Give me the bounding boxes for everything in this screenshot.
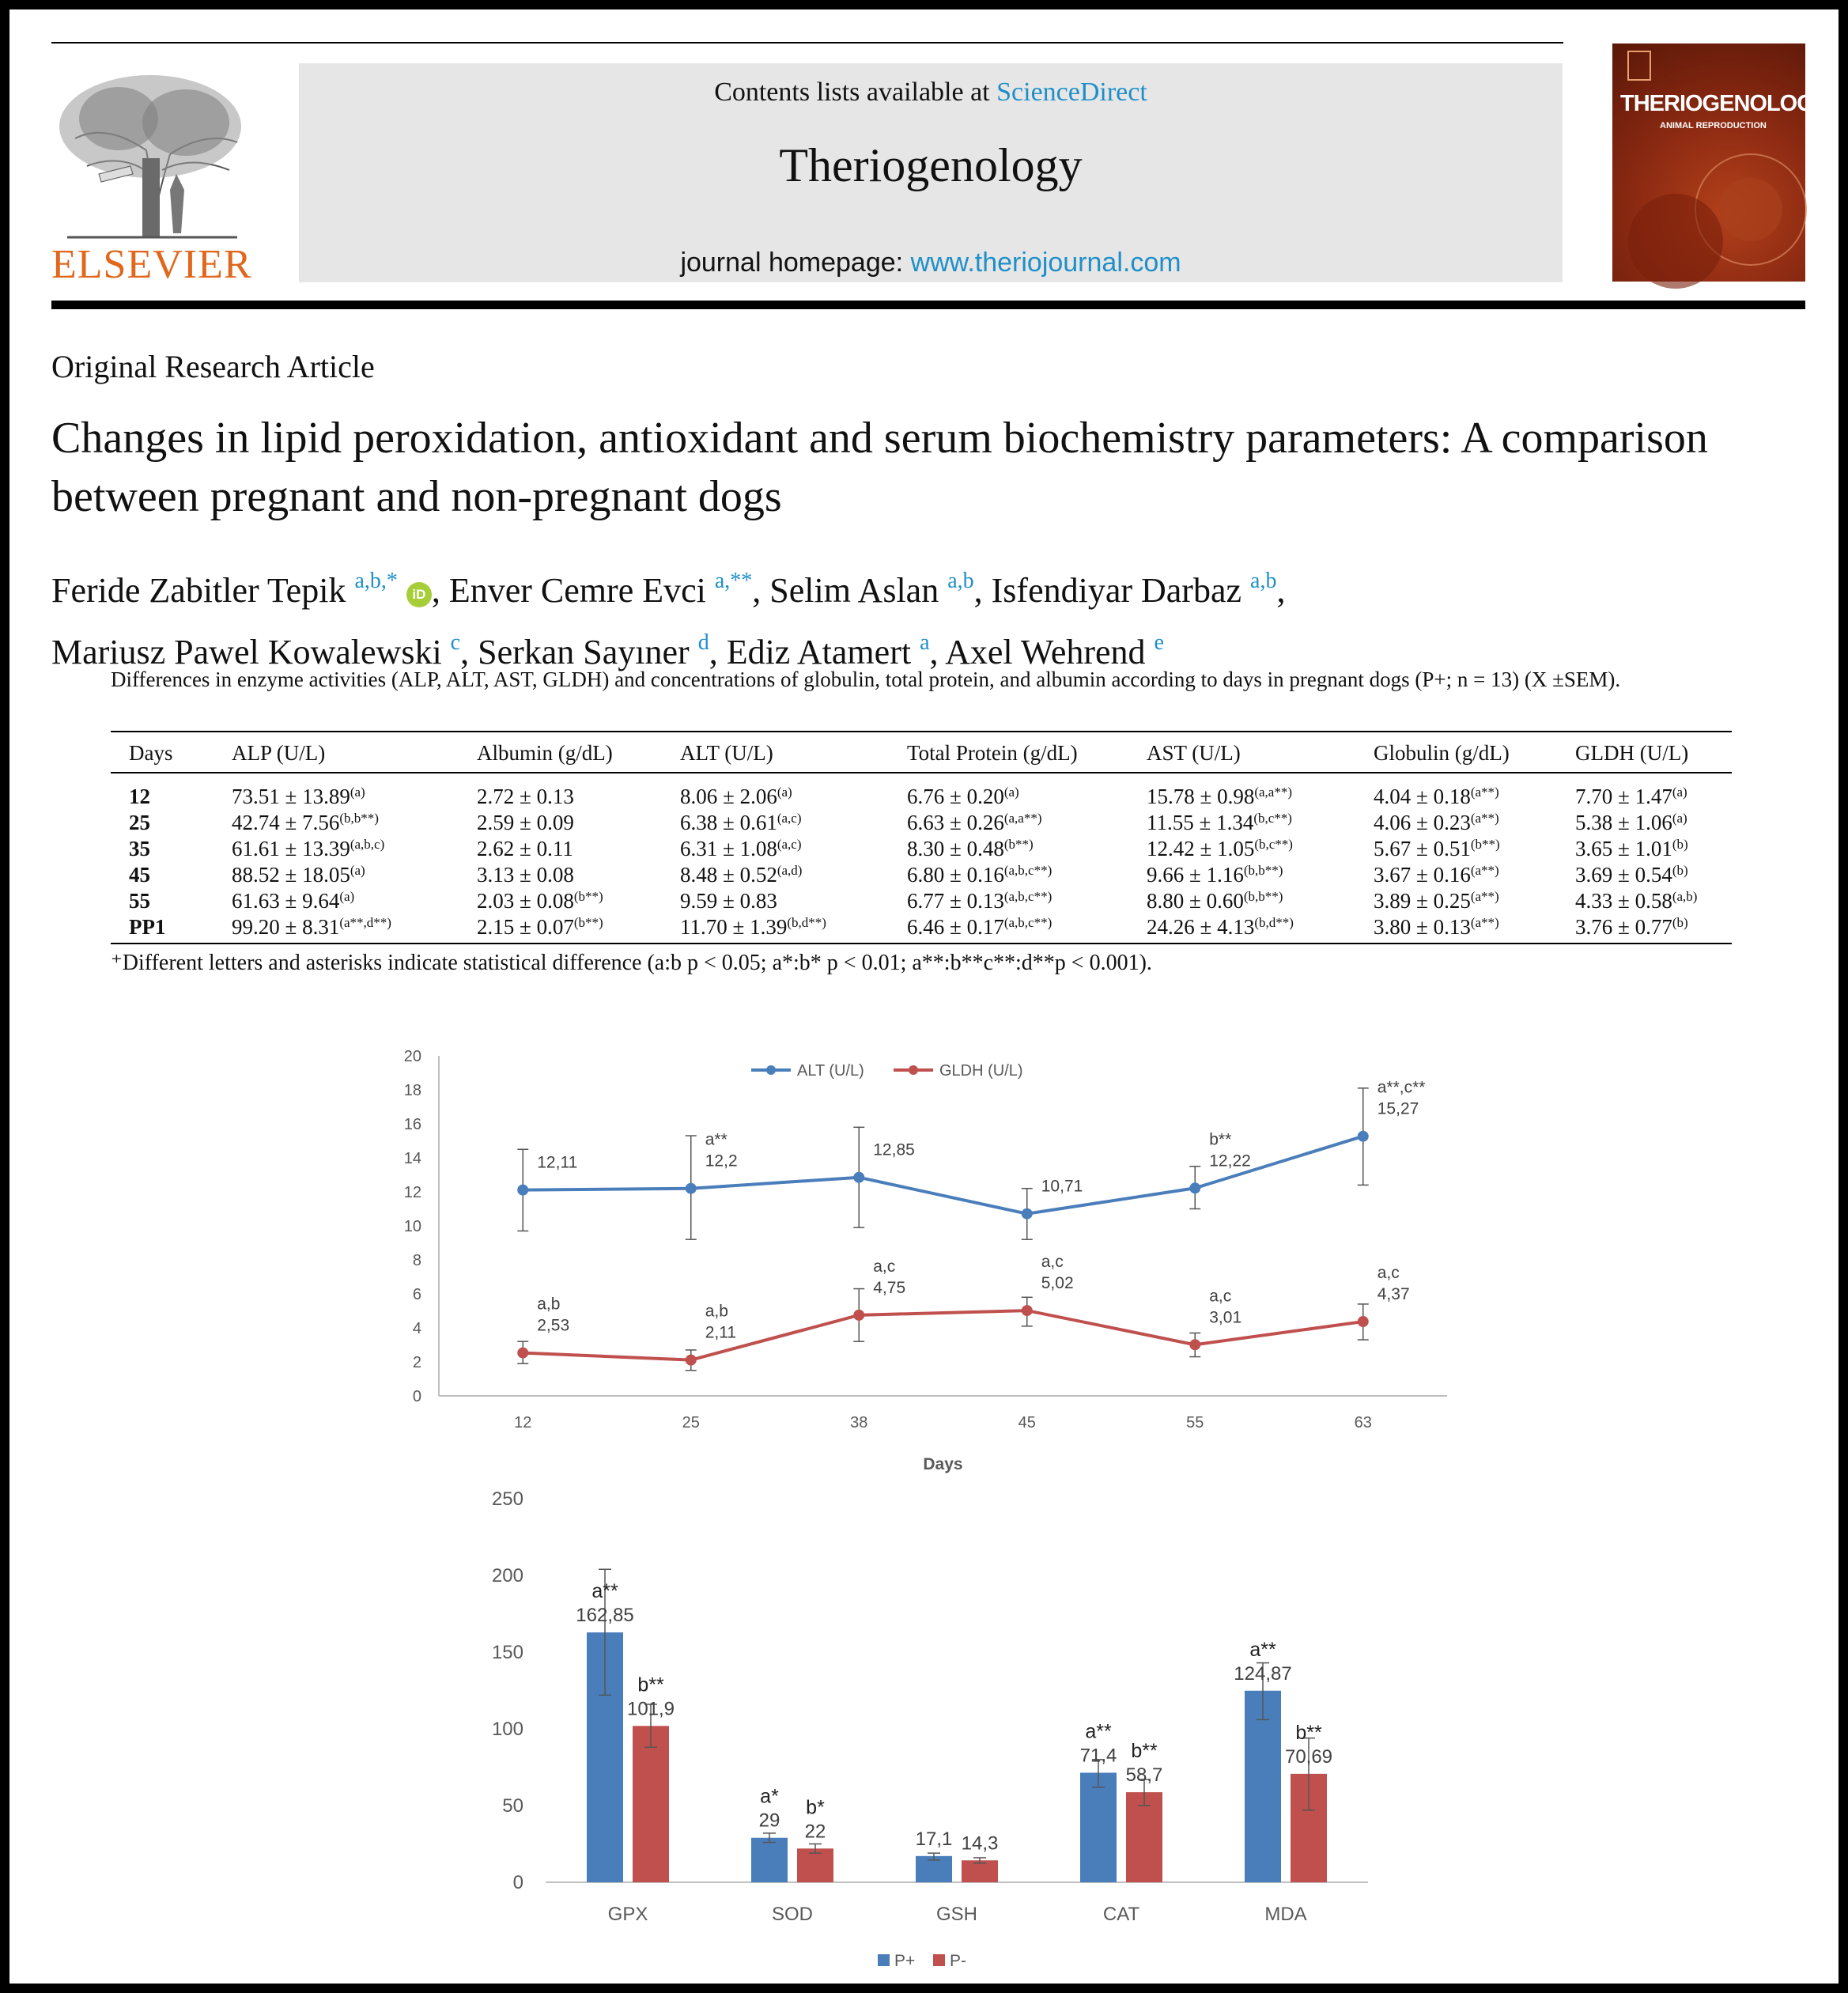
table-day-cell: 12 <box>129 785 150 808</box>
data-label: 12,2 <box>705 1152 738 1170</box>
y-tick-label: 250 <box>491 1488 523 1510</box>
table-cell: $6.76 \pm 0.20^{(a)}$ <box>907 785 1019 808</box>
data-label: 22 <box>804 1821 826 1843</box>
author-separator: , <box>973 571 992 610</box>
table-cell: 2.62 ± 0.11 <box>477 837 573 860</box>
significance-marker: (b) <box>1672 837 1688 852</box>
table-cell: $8.48 \pm 0.52^{(a,d)}$ <box>680 863 803 887</box>
table-cell: $61.61 \pm 13.39^{(a,b,c)}$ <box>232 837 385 860</box>
x-tick-label: CAT <box>1102 1904 1140 1925</box>
table-cell: $6.31 \pm 1.08^{(a,c)}$ <box>680 837 802 860</box>
alt-gldh-line-chart <box>380 1036 1487 1487</box>
table-cell: $7.70 \pm 1.47^{(a)}$ <box>1575 785 1687 808</box>
significance-marker: (a,b) <box>1672 889 1698 904</box>
significance-label: b** <box>1295 1721 1322 1744</box>
data-label: 29 <box>758 1810 780 1832</box>
x-tick-label: 12 <box>514 1414 532 1431</box>
table-cell: $6.38 \pm 0.61^{(a,c)}$ <box>680 811 802 834</box>
legend-label: P+ <box>894 1952 916 1970</box>
table-cell: $73.51 \pm 13.89^{(a)}$ <box>232 785 365 808</box>
significance-marker: (a,b,c**) <box>1003 915 1052 930</box>
orcid-icon[interactable]: iD <box>406 582 432 607</box>
table-bottom-rule <box>111 943 1732 944</box>
data-point <box>1189 1182 1200 1193</box>
data-point <box>1358 1131 1369 1142</box>
table-cell: $6.63 \pm 0.26^{(a,a**)}$ <box>907 811 1042 834</box>
y-tick-label: 4 <box>412 1320 421 1337</box>
bar <box>751 1838 788 1882</box>
top-rule <box>51 42 1563 43</box>
significance-marker: (a**) <box>1470 863 1499 878</box>
author-affiliation[interactable]: c <box>450 630 461 655</box>
x-tick-label: 38 <box>850 1414 868 1431</box>
data-label: 12,22 <box>1209 1152 1251 1170</box>
legend-marker <box>766 1065 776 1075</box>
data-label: 3,01 <box>1209 1308 1242 1327</box>
y-tick-label: 20 <box>403 1048 421 1065</box>
table-cell: 2.59 ± 0.09 <box>477 811 574 834</box>
table-row <box>111 888 1732 914</box>
significance-label: a,c <box>873 1257 896 1276</box>
table-header-cell: Albumin (g/dL) <box>477 740 613 765</box>
significance-marker: (b,c**) <box>1253 811 1292 826</box>
x-axis-title: Days <box>923 1455 963 1473</box>
table-header-cell: AST (U/L) <box>1147 740 1241 765</box>
table-row <box>111 914 1732 940</box>
significance-marker: (b,b**) <box>339 811 379 826</box>
table-cell: $5.38 \pm 1.06^{(a)}$ <box>1575 811 1687 834</box>
enzyme-table <box>111 733 1732 940</box>
cover-subtitle: ANIMAL REPRODUCTION <box>1660 121 1767 130</box>
x-tick-label: 45 <box>1018 1414 1036 1431</box>
table-header-cell: ALP (U/L) <box>232 740 326 765</box>
data-label: 58,7 <box>1125 1764 1163 1787</box>
table-body <box>111 773 1732 940</box>
significance-label: a,b <box>705 1302 728 1321</box>
significance-marker: (b,d**) <box>787 915 826 930</box>
significance-marker: (a,a**) <box>1003 811 1042 826</box>
table-cell: $3.65 \pm 1.01^{(b)}$ <box>1575 837 1688 860</box>
significance-marker: (b**) <box>573 915 603 930</box>
homepage-line <box>299 248 1563 278</box>
x-tick-label: 55 <box>1186 1414 1204 1431</box>
data-label: 15,27 <box>1377 1099 1419 1118</box>
table-cell: $3.89 \pm 0.25^{(a**)}$ <box>1374 889 1499 913</box>
table-cell: $4.33 \pm 0.58^{(a,b)}$ <box>1575 889 1698 913</box>
x-tick-label: GSH <box>935 1904 978 1925</box>
cover-title: THERIOGENOLOGY <box>1620 91 1829 116</box>
author-affiliation[interactable]: d <box>697 630 709 655</box>
author-separator: , <box>929 633 946 671</box>
legend-swatch <box>878 1954 890 1966</box>
legend-label: GLDH (U/L) <box>939 1062 1023 1080</box>
significance-label: a,c <box>1041 1253 1064 1272</box>
data-label: 10,71 <box>1041 1177 1083 1196</box>
x-tick-label: GPX <box>607 1904 648 1925</box>
table-cell: $3.80 \pm 0.13^{(a**)}$ <box>1374 915 1499 939</box>
significance-marker: (a) <box>350 785 365 800</box>
table-header-cell: Globulin (g/dL) <box>1374 740 1510 765</box>
table-header-cell: ALT (U/L) <box>680 740 773 765</box>
author-name[interactable]: Selim Aslan <box>769 571 939 610</box>
table-cell: $5.67 \pm 0.51^{(b**)}$ <box>1374 837 1500 860</box>
data-point <box>686 1183 697 1194</box>
table-cell: $99.20 \pm 8.31^{(a**,d**)}$ <box>232 915 391 939</box>
table-cell: $6.80 \pm 0.16^{(a,b,c**)}$ <box>907 863 1052 887</box>
table-cell: $12.42 \pm 1.05^{(b,c**)}$ <box>1147 837 1293 860</box>
data-label: 2,11 <box>705 1323 737 1342</box>
table-cell: 3.13 ± 0.08 <box>477 863 574 887</box>
significance-marker: (a) <box>1672 811 1687 826</box>
author-name[interactable]: Serkan Sayıner <box>478 633 690 671</box>
table-day-cell: 55 <box>129 889 150 913</box>
significance-marker: (a**) <box>1470 889 1499 904</box>
author-affiliation[interactable]: a,b <box>947 569 974 593</box>
significance-marker: (b,b**) <box>1243 863 1283 878</box>
y-tick-label: 10 <box>403 1218 421 1235</box>
author-separator: , <box>431 571 449 610</box>
series-line <box>523 1136 1363 1214</box>
table-cell: $24.26 \pm 4.13^{(b,d**)}$ <box>1147 915 1294 939</box>
significance-marker: (a) <box>1003 785 1019 800</box>
data-label: 5,02 <box>1041 1274 1074 1293</box>
significance-marker: (a,a**) <box>1254 785 1292 800</box>
article-type: Original Research Article <box>51 349 375 384</box>
table-cell: $61.63 \pm 9.64^{(a)}$ <box>232 889 355 913</box>
author-affiliation[interactable]: a,b,* <box>354 569 398 593</box>
table-day-cell: 45 <box>129 863 150 887</box>
table-cell: $3.69 \pm 0.54^{(b)}$ <box>1575 863 1688 887</box>
author-separator: , <box>709 633 727 671</box>
antioxidant-bar-chart <box>459 1479 1392 1985</box>
significance-marker: (b**) <box>573 889 603 904</box>
significance-label: a** <box>705 1130 727 1149</box>
significance-marker: (b**) <box>1003 837 1034 852</box>
y-tick-label: 14 <box>403 1150 421 1167</box>
significance-label: a** <box>591 1580 618 1603</box>
table-header-cell: Total Protein (g/dL) <box>907 740 1078 765</box>
data-label: 124,87 <box>1234 1662 1292 1685</box>
significance-marker: (a) <box>777 785 792 800</box>
table-header-row <box>111 733 1732 773</box>
cover-texture <box>1612 43 1829 282</box>
bar <box>1080 1772 1117 1882</box>
elsevier-wordmark: ELSEVIER <box>51 242 252 287</box>
significance-marker: (a,b,c) <box>350 837 385 852</box>
table-cell: 2.72 ± 0.13 <box>477 785 574 808</box>
author-separator: , <box>752 571 770 610</box>
significance-marker: (b,c**) <box>1254 837 1293 852</box>
significance-marker: (a,d) <box>777 863 803 878</box>
y-tick-label: 18 <box>403 1082 421 1099</box>
table-day-cell: PP1 <box>129 915 166 939</box>
table-cell: $8.80 \pm 0.60^{(b,b**)}$ <box>1147 889 1283 913</box>
y-tick-label: 12 <box>403 1184 421 1201</box>
data-point <box>853 1172 864 1183</box>
author-separator: , <box>460 633 478 671</box>
table-cell: $6.46 \pm 0.17^{(a,b,c**)}$ <box>907 915 1052 939</box>
table-cell: $8.06 \pm 2.06^{(a)}$ <box>680 785 792 808</box>
significance-label: a**,c** <box>1377 1078 1426 1097</box>
significance-label: b* <box>806 1796 825 1819</box>
table-caption: Differences in enzyme activities (ALP, ALT, AST, GLDH) and concentrations of globulin, total protein, and albumin according to days in pregnant dogs (P+; n = 13) (X ±SEM). <box>111 667 1621 691</box>
data-point <box>1358 1316 1369 1327</box>
y-tick-label: 200 <box>491 1565 523 1586</box>
significance-marker: (b**) <box>1470 837 1500 852</box>
x-tick-label: 25 <box>682 1414 700 1431</box>
bar <box>633 1726 669 1882</box>
author-name[interactable]: Ediz Atamert <box>726 633 912 671</box>
y-tick-label: 16 <box>403 1116 421 1133</box>
table-header-rule <box>111 772 1732 773</box>
table-cell: $4.04 \pm 0.18^{(a**)}$ <box>1374 785 1499 808</box>
table-row <box>111 862 1732 888</box>
data-label: 4,75 <box>873 1278 906 1297</box>
y-tick-label: 50 <box>502 1795 523 1817</box>
table-cell: $2.15 \pm 0.07^{(b**)}$ <box>477 915 603 939</box>
header-divider <box>51 301 1805 309</box>
homepage-prefix: journal homepage: <box>680 248 911 278</box>
y-tick-label: 2 <box>412 1354 421 1371</box>
significance-marker: (a) <box>350 863 365 878</box>
data-label: 101,9 <box>626 1698 675 1720</box>
significance-marker: (a,c) <box>777 837 802 852</box>
author-affiliation[interactable]: a,b <box>1250 569 1277 593</box>
sciencedirect-link[interactable]: ScienceDirect <box>996 78 1147 107</box>
significance-marker: (a**) <box>1470 915 1499 930</box>
significance-marker: (a**) <box>1470 811 1499 826</box>
significance-label: a** <box>1249 1638 1276 1661</box>
legend-marker <box>909 1065 918 1075</box>
data-label: 2,53 <box>537 1316 570 1335</box>
data-point <box>853 1310 864 1321</box>
article-title: Changes in lipid peroxidation, antioxidant and serum biochemistry parameters: A comparison between pregnant and non-pregnant dogs <box>51 414 1708 521</box>
author-affiliation[interactable]: a <box>920 630 930 655</box>
author-separator: , <box>1276 571 1286 610</box>
data-label: 12,85 <box>873 1140 915 1159</box>
journal-homepage-link[interactable]: www.theriojournal.com <box>910 248 1181 278</box>
significance-marker: (a,b,c**) <box>1003 863 1052 878</box>
table-row <box>111 810 1732 836</box>
data-label: 70,69 <box>1284 1745 1333 1768</box>
significance-marker: (a,b,c**) <box>1003 889 1052 904</box>
table-day-cell: 35 <box>129 837 150 860</box>
table-cell: $3.76 \pm 0.77^{(b)}$ <box>1575 915 1688 939</box>
author-name[interactable]: Isfendiyar Darbaz <box>991 571 1242 610</box>
table-cell: $9.66 \pm 1.16^{(b,b**)}$ <box>1147 863 1283 887</box>
table-header-cell: Days <box>129 740 173 765</box>
data-label: 17,1 <box>915 1828 953 1850</box>
significance-marker: (a) <box>339 889 355 904</box>
table-cell: $11.70 \pm 1.39^{(b,d**)}$ <box>680 915 826 939</box>
y-tick-label: 0 <box>412 1388 421 1405</box>
data-label: 14,3 <box>961 1832 999 1855</box>
x-tick-label: SOD <box>771 1904 814 1925</box>
significance-marker: (a**,d**) <box>339 915 391 930</box>
journal-title: Theriogenology <box>779 139 1083 191</box>
significance-marker: (b,b**) <box>1243 889 1283 904</box>
data-label: 71,4 <box>1079 1745 1117 1767</box>
table-cell: $2.03 \pm 0.08^{(b**)}$ <box>477 889 603 913</box>
data-point <box>517 1185 528 1196</box>
significance-marker: (b) <box>1672 863 1688 878</box>
contents-line <box>299 78 1563 108</box>
significance-marker: (a**) <box>1470 785 1499 800</box>
author-affiliation[interactable]: e <box>1154 630 1164 655</box>
y-tick-label: 0 <box>512 1872 523 1893</box>
table-row <box>111 836 1732 862</box>
legend-label: P- <box>950 1952 966 1970</box>
table-row <box>111 773 1732 810</box>
data-label: 4,37 <box>1377 1285 1410 1304</box>
table-cell: $11.55 \pm 1.34^{(b,c**)}$ <box>1147 811 1292 834</box>
data-point <box>1022 1305 1033 1316</box>
y-tick-label: 6 <box>412 1286 421 1303</box>
table-cell: $4.06 \pm 0.23^{(a**)}$ <box>1374 811 1499 834</box>
legend-label: ALT (U/L) <box>797 1062 864 1080</box>
y-tick-label: 8 <box>412 1252 421 1269</box>
y-tick-label: 100 <box>491 1719 523 1740</box>
author-name[interactable]: Enver Cemre Evci <box>448 571 706 610</box>
data-label: 162,85 <box>576 1605 634 1627</box>
author-name[interactable]: Mariusz Pawel Kowalewski <box>51 633 442 671</box>
author-name[interactable]: Axel Wehrend <box>945 633 1146 671</box>
table-cell: $88.52 \pm 18.05^{(a)}$ <box>232 863 365 887</box>
significance-label: a,b <box>537 1295 561 1314</box>
significance-marker: (a) <box>1672 785 1687 800</box>
table-header-cell: GLDH (U/L) <box>1575 740 1689 765</box>
data-point <box>517 1348 528 1359</box>
author-name[interactable]: Feride Zabitler Tepik <box>51 571 346 610</box>
author-affiliation[interactable]: a,** <box>714 569 753 593</box>
table-cell: $3.67 \pm 0.16^{(a**)}$ <box>1374 863 1499 887</box>
legend-swatch <box>933 1954 945 1966</box>
table-cell: $8.30 \pm 0.48^{(b**)}$ <box>907 837 1034 860</box>
data-point <box>1022 1208 1033 1220</box>
x-tick-label: 63 <box>1354 1414 1372 1431</box>
significance-label: a,c <box>1377 1264 1400 1283</box>
author-list <box>51 555 1791 679</box>
table-cell: $42.74 \pm 7.56^{(b,b**)}$ <box>232 811 379 834</box>
table-cell: $15.78 \pm 0.98^{(a,a**)}$ <box>1147 785 1292 808</box>
significance-label: a* <box>760 1785 779 1808</box>
journal-header-box <box>299 63 1563 282</box>
significance-label: b** <box>1131 1740 1158 1763</box>
journal-cover-image <box>1612 43 1829 282</box>
significance-label: b** <box>1209 1130 1232 1149</box>
x-tick-label: MDA <box>1264 1904 1307 1925</box>
significance-label: b** <box>637 1673 664 1696</box>
table-cell: $6.77 \pm 0.13^{(a,b,c**)}$ <box>907 889 1052 913</box>
y-tick-label: 150 <box>491 1642 523 1663</box>
contents-prefix: Contents lists available at <box>714 78 997 107</box>
table-footnote: ⁺Different letters and asterisks indicate statistical difference (a:b p < 0.05; a*:b* p < 0.01; a**:b**c**:d**p < 0.001). <box>111 951 1152 975</box>
data-point <box>1189 1339 1200 1350</box>
data-label: 12,11 <box>537 1153 578 1172</box>
significance-label: a,c <box>1209 1287 1232 1306</box>
table-day-cell: 25 <box>129 811 150 834</box>
significance-label: a** <box>1085 1720 1112 1743</box>
significance-marker: (a,c) <box>777 811 802 826</box>
table-top-rule <box>111 731 1732 732</box>
table-cell: 9.59 ± 0.83 <box>680 889 777 913</box>
data-point <box>686 1355 697 1366</box>
significance-marker: (b,d**) <box>1254 915 1294 930</box>
significance-marker: (b) <box>1672 915 1688 930</box>
